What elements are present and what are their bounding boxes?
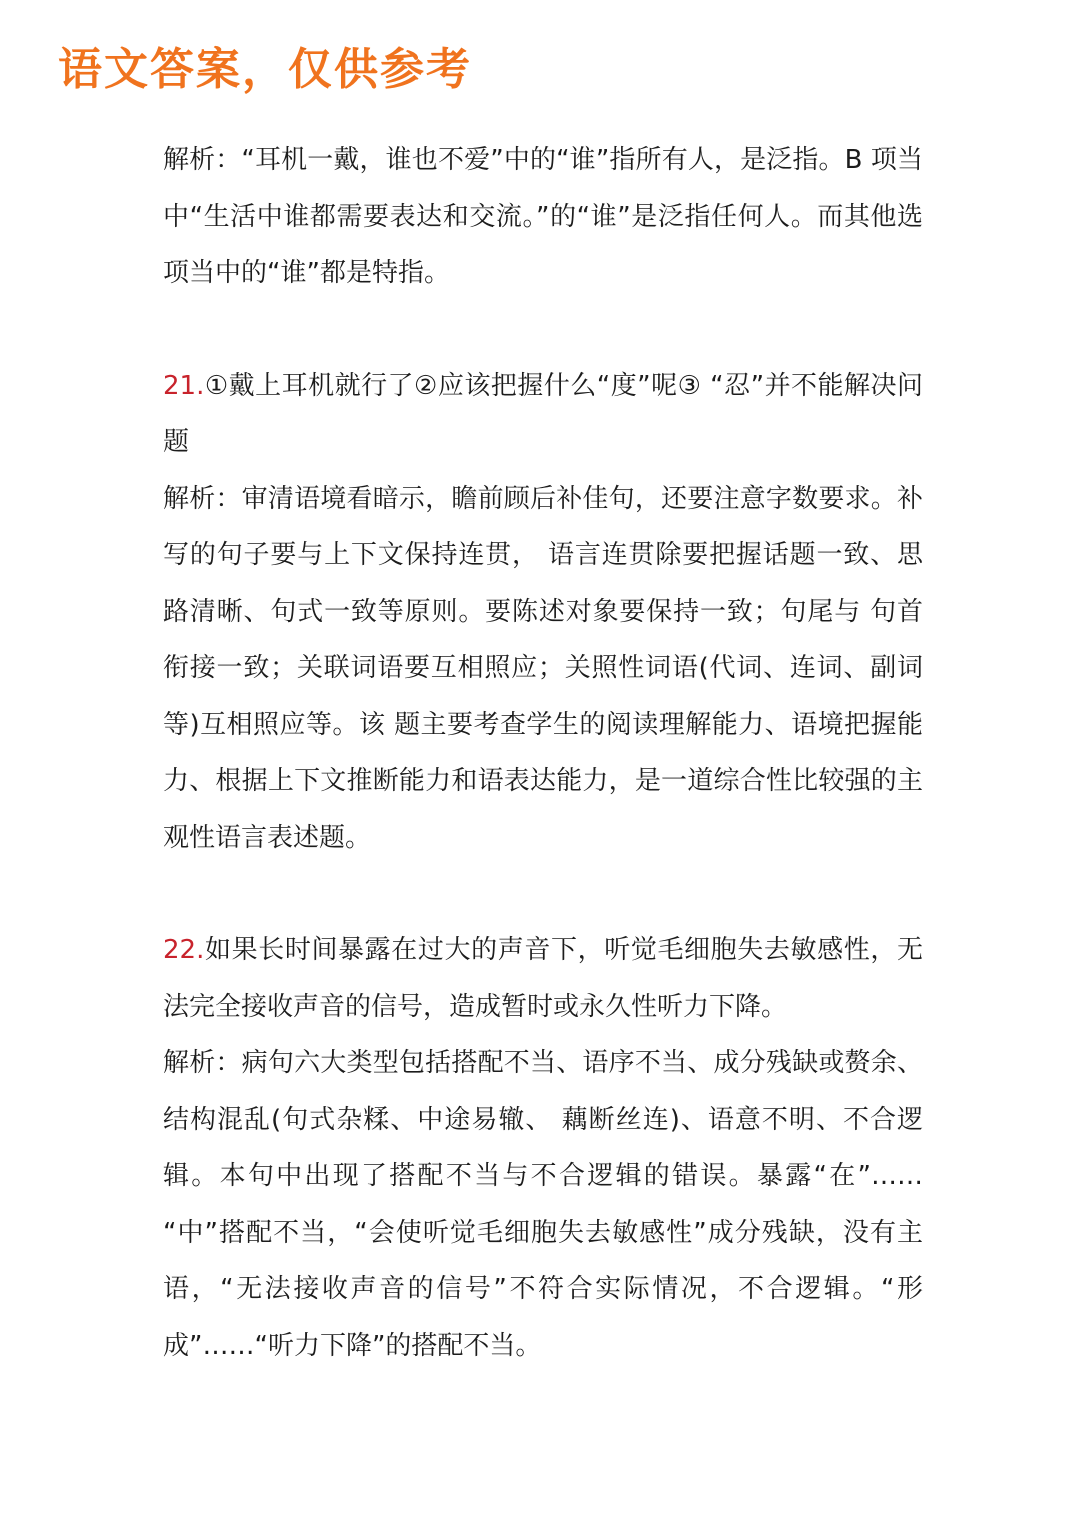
- q21-analysis: 解析：审清语境看暗示，瞻前顾后补佳句，还要注意字数要求。补写的句子要与上下文保持连贯， 语言连贯除要把握话题一致、思路清晰、句式一致等原则。要陈述对象要保持一致；句尾与 句首衔接一致；关联词语要互相照应；关照性词语(代词、连词、副词等)互相照应等。该 题主要考查学生的阅读理解能力、语境把握能力、根据上下文推断能力和语表达能力，是一道综合性比较强的主观性语言表述题。: [163, 483, 923, 853]
- answer-content: [163, 132, 923, 1374]
- q21-answer: [163, 358, 923, 471]
- page-title: 语文答案，仅供参考: [58, 44, 472, 95]
- q21-number: 21.: [163, 370, 205, 401]
- spacer: [163, 302, 923, 358]
- spacer: [163, 866, 923, 922]
- q22-analysis: 解析：病句六大类型包括搭配不当、语序不当、成分残缺或赘余、结构混乱(句式杂糅、中途易辙、 藕断丝连)、语意不明、不合逻辑。本句中出现了搭配不当与不合逻辑的错误。暴露“在”…… “中”搭配不当，“会使听觉毛细胞失去敏感性”成分残缺，没有主语，“无法接收声音的信号”不符合实际情况，不合逻辑。“形成”……“听力下降”的搭配不当。: [163, 1048, 923, 1361]
- q22-answer-text: 如果长时间暴露在过大的声音下，听觉毛细胞失去敏感性，无法完全接收声音的信号，造成暂时或永久性听力下降。: [163, 935, 923, 1022]
- q21-answer-text: ①戴上耳机就行了②应该把握什么“度”呢③ “忍”并不能解决问题: [163, 370, 923, 457]
- q22-number: 22.: [163, 935, 205, 965]
- q22-answer: [163, 922, 923, 1035]
- q20-analysis: 解析：“耳机一戴，谁也不爱”中的“谁”指所有人，是泛指。B 项当中“生活中谁都需要表达和交流。”的“谁”是泛指任何人。而其他选项当中的“谁”都是特指。: [163, 145, 923, 288]
